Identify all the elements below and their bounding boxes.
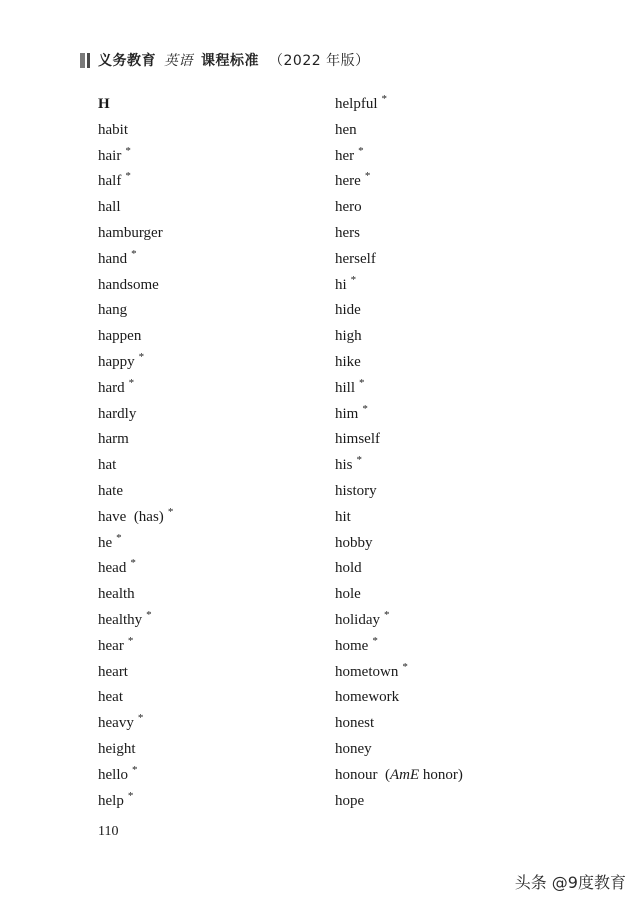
entry-word: hill bbox=[335, 379, 356, 396]
entry-word: hobby bbox=[335, 534, 373, 551]
vocabulary-entry bbox=[335, 453, 575, 479]
entry-word: hamburger bbox=[98, 224, 163, 241]
vocabulary-entry bbox=[335, 660, 575, 686]
entry-word: heart bbox=[98, 663, 128, 680]
entry-word: honest bbox=[335, 715, 375, 732]
vocabulary-entry bbox=[98, 350, 338, 376]
entry-note-variant: AmE bbox=[390, 766, 420, 783]
entry-star-mark: * bbox=[138, 350, 145, 363]
entry-word: helpful bbox=[335, 96, 378, 112]
vocabulary-entry bbox=[98, 505, 338, 531]
entry-word: hometown bbox=[335, 663, 399, 680]
vocabulary-entry bbox=[98, 789, 338, 815]
vocabulary-entry bbox=[98, 298, 338, 324]
vocabulary-entry bbox=[98, 479, 338, 505]
entry-star-mark: * bbox=[359, 376, 365, 389]
entry-word: honour bbox=[335, 766, 378, 783]
entry-star-mark: * bbox=[116, 531, 122, 544]
vocabulary-entry bbox=[98, 195, 338, 221]
entry-word: happy bbox=[98, 353, 135, 370]
vocabulary-entry bbox=[335, 118, 575, 144]
entry-word: harm bbox=[98, 431, 129, 448]
entry-word: history bbox=[335, 482, 377, 499]
entry-star-mark: * bbox=[402, 660, 408, 673]
entry-star-mark: * bbox=[125, 144, 131, 157]
vocabulary-entry bbox=[98, 118, 338, 144]
vocabulary-entry bbox=[98, 427, 338, 453]
vocabulary-entry bbox=[335, 505, 575, 531]
entry-word: herself bbox=[335, 250, 376, 267]
vocabulary-entry bbox=[98, 763, 338, 789]
vocabulary-entry bbox=[98, 660, 338, 686]
entry-word: home bbox=[335, 637, 369, 654]
header-subject: 英语 bbox=[164, 53, 193, 69]
vocabulary-column-right bbox=[335, 92, 575, 814]
entry-word: help bbox=[98, 792, 124, 809]
vocabulary-entry bbox=[335, 144, 575, 170]
vocabulary-entry bbox=[98, 273, 338, 299]
entry-word: head bbox=[98, 560, 127, 577]
entry-star-mark: * bbox=[350, 273, 357, 286]
vocabulary-entry bbox=[98, 582, 338, 608]
entry-star-mark: * bbox=[130, 557, 136, 570]
entry-word: hand bbox=[98, 250, 128, 267]
entry-word: happen bbox=[98, 328, 142, 345]
entry-word: high bbox=[335, 328, 362, 345]
vocabulary-entry bbox=[335, 247, 575, 273]
entry-star-mark: * bbox=[362, 402, 368, 415]
header-title-2: 课程标准 bbox=[201, 53, 259, 69]
vocabulary-entry bbox=[335, 763, 575, 789]
vocabulary-entry bbox=[335, 582, 575, 608]
vocabulary-entry bbox=[98, 634, 338, 660]
vocabulary-entry bbox=[98, 221, 338, 247]
entry-word: hold bbox=[335, 560, 362, 577]
entry-word: hope bbox=[335, 792, 365, 809]
vocabulary-entry bbox=[335, 221, 575, 247]
vocabulary-entry bbox=[335, 789, 575, 815]
vocabulary-entry bbox=[98, 402, 338, 428]
vocabulary-entry bbox=[335, 711, 575, 737]
entry-star-mark: * bbox=[127, 634, 134, 647]
entry-word: his bbox=[335, 457, 353, 474]
entry-star-mark: * bbox=[364, 170, 371, 183]
vocabulary-entry bbox=[335, 531, 575, 557]
entry-word: have (has) bbox=[98, 508, 164, 525]
entry-word: hat bbox=[98, 457, 117, 474]
entry-star-mark: * bbox=[167, 505, 174, 518]
vocabulary-entry bbox=[335, 737, 575, 763]
entry-star-mark: * bbox=[128, 376, 135, 389]
entry-word: hall bbox=[98, 199, 121, 216]
entry-word: hide bbox=[335, 302, 361, 319]
vocabulary-column-left bbox=[98, 92, 338, 814]
entry-star-mark: * bbox=[137, 712, 144, 725]
entry-star-mark: * bbox=[146, 608, 152, 621]
vocabulary-entry bbox=[335, 479, 575, 505]
entry-word: hate bbox=[98, 482, 123, 499]
entry-star-mark: * bbox=[358, 144, 364, 157]
entry-star-mark: * bbox=[381, 93, 387, 105]
entry-word: height bbox=[98, 740, 136, 757]
entry-word: hen bbox=[335, 121, 357, 138]
entry-word: healthy bbox=[98, 611, 143, 628]
vocabulary-entry bbox=[335, 92, 575, 118]
entry-word: hang bbox=[98, 302, 128, 319]
vocabulary-entry bbox=[335, 298, 575, 324]
section-letter bbox=[98, 92, 338, 118]
vocabulary-entry bbox=[98, 685, 338, 711]
entry-star-mark: * bbox=[356, 454, 363, 467]
entry-word: hit bbox=[335, 508, 351, 525]
entry-word: heat bbox=[98, 689, 123, 706]
vocabulary-entry bbox=[335, 324, 575, 350]
vocabulary-entry bbox=[335, 608, 575, 634]
vocabulary-entry bbox=[335, 273, 575, 299]
entry-word: hi bbox=[335, 276, 347, 293]
entry-word: here bbox=[335, 173, 361, 190]
entry-word: hard bbox=[98, 379, 125, 396]
page-number: 110 bbox=[98, 824, 119, 839]
entry-word: him bbox=[335, 405, 359, 422]
vocabulary-entry bbox=[98, 453, 338, 479]
vocabulary-entry bbox=[335, 634, 575, 660]
vocabulary-entry bbox=[335, 402, 575, 428]
entry-word: her bbox=[335, 147, 355, 164]
entry-note-suffix: honor) bbox=[419, 766, 463, 783]
header-bars-icon bbox=[80, 53, 92, 68]
entry-word: holiday bbox=[335, 611, 380, 628]
entry-star-mark: * bbox=[132, 763, 138, 776]
entry-word: honey bbox=[335, 740, 372, 757]
vocabulary-entry bbox=[98, 531, 338, 557]
vocabulary-entry bbox=[335, 685, 575, 711]
entry-star-mark: * bbox=[125, 170, 131, 183]
entry-star-mark: * bbox=[127, 789, 134, 802]
watermark: 头条 @9度教育 bbox=[514, 873, 626, 892]
entry-word: he bbox=[98, 534, 113, 551]
entry-word: homework bbox=[335, 689, 400, 706]
header-edition: （2022 年版） bbox=[269, 53, 370, 69]
entry-word: heavy bbox=[98, 715, 134, 732]
entry-word: hello bbox=[98, 766, 128, 783]
running-header bbox=[80, 50, 370, 70]
entry-note-prefix: ( bbox=[377, 766, 390, 783]
vocabulary-entry bbox=[98, 324, 338, 350]
entry-word: H bbox=[98, 96, 110, 112]
entry-word: habit bbox=[98, 121, 128, 138]
vocabulary-entry bbox=[98, 711, 338, 737]
entry-word: handsome bbox=[98, 276, 159, 293]
entry-word: hole bbox=[335, 586, 361, 603]
entry-word: hike bbox=[335, 353, 361, 370]
vocabulary-entry bbox=[335, 350, 575, 376]
vocabulary-entry bbox=[335, 195, 575, 221]
entry-word: hers bbox=[335, 224, 360, 241]
entry-star-mark: * bbox=[384, 608, 390, 621]
entry-word: hero bbox=[335, 199, 362, 216]
entry-star-mark: * bbox=[131, 247, 137, 260]
entry-word: health bbox=[98, 586, 135, 603]
vocabulary-entry bbox=[98, 737, 338, 763]
entry-word: himself bbox=[335, 431, 380, 448]
vocabulary-entry bbox=[335, 427, 575, 453]
vocabulary-entry bbox=[98, 376, 338, 402]
header-title-1: 义务教育 bbox=[98, 53, 156, 69]
vocabulary-entry bbox=[335, 376, 575, 402]
entry-word: hair bbox=[98, 147, 122, 164]
entry-word: hardly bbox=[98, 405, 137, 422]
entry-star-mark: * bbox=[372, 634, 378, 647]
vocabulary-entry bbox=[98, 556, 338, 582]
vocabulary-entry bbox=[335, 169, 575, 195]
vocabulary-entry bbox=[335, 556, 575, 582]
vocabulary-entry bbox=[98, 169, 338, 195]
entry-word: half bbox=[98, 173, 122, 190]
entry-word: hear bbox=[98, 637, 124, 654]
vocabulary-entry bbox=[98, 144, 338, 170]
vocabulary-entry bbox=[98, 247, 338, 273]
vocabulary-entry bbox=[98, 608, 338, 634]
